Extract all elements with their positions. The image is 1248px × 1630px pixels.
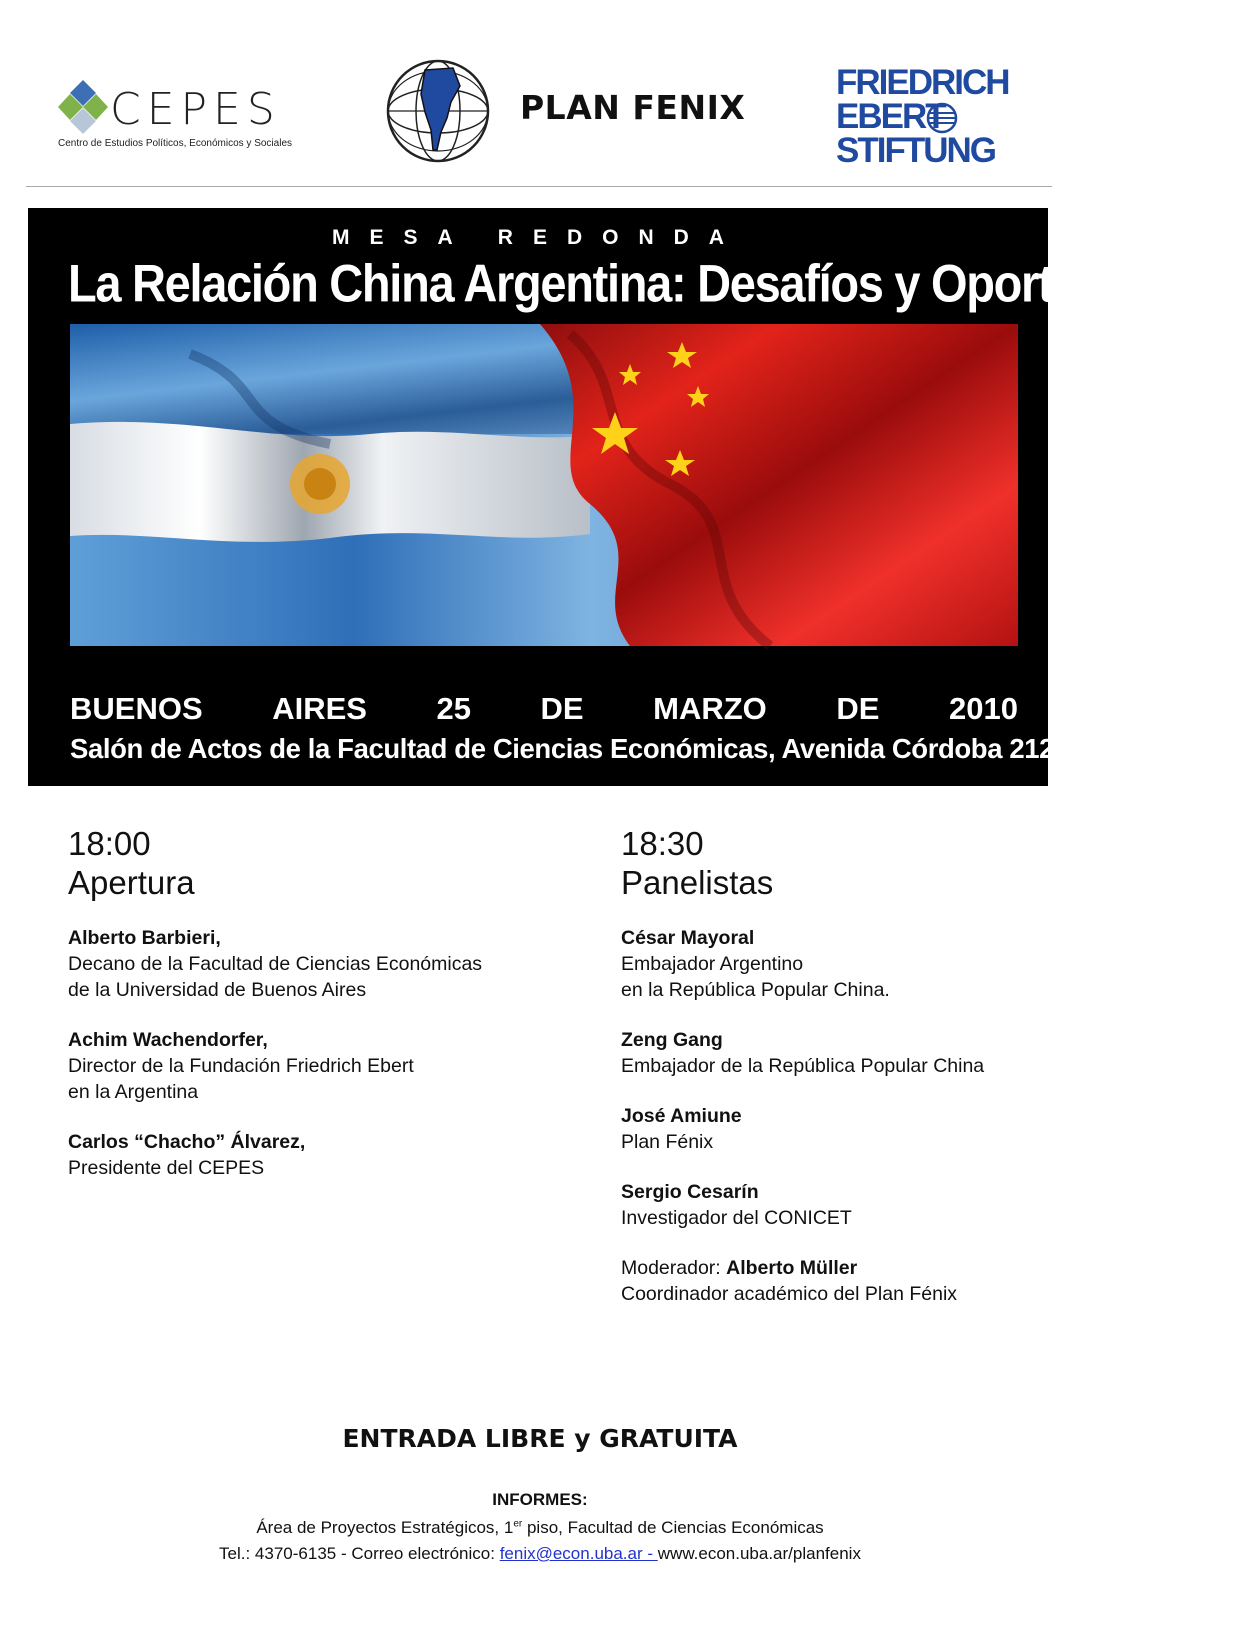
informes-contact	[0, 1544, 1080, 1564]
date-word: MARZO	[653, 691, 767, 726]
date-word: DE	[836, 691, 880, 726]
fes-globe-icon	[926, 102, 958, 134]
ordinal-superscript: er	[513, 1518, 523, 1530]
speaker-entry	[68, 1129, 528, 1181]
speaker-entry	[68, 1027, 528, 1105]
panelist-role: en la República Popular China.	[621, 979, 890, 1001]
email-link[interactable]: fenix@econ.uba.ar -	[499, 1544, 658, 1563]
fes-line-1: FRIEDRICH	[836, 63, 1009, 102]
moderator-role: Coordinador académico del Plan Fénix	[621, 1283, 958, 1305]
moderator-name: Alberto Müller	[726, 1257, 858, 1279]
speaker-name: Carlos “Chacho” Álvarez,	[68, 1131, 306, 1153]
address-part: piso, Facultad de Ciencias Económicas	[522, 1518, 824, 1537]
date-word: AIRES	[272, 691, 367, 726]
address-part: Área de Proyectos Estratégicos, 1	[256, 1518, 514, 1537]
moderator-line	[621, 1255, 1081, 1281]
program-apertura-column	[68, 825, 528, 1205]
panelist-role: Embajador de la República Popular China	[621, 1055, 985, 1077]
plan-fenix-wordmark: PLAN FENIX	[520, 88, 746, 127]
date-word: DE	[540, 691, 584, 726]
speaker-role: Presidente del CEPES	[68, 1157, 265, 1179]
panelist-name: Zeng Gang	[621, 1029, 723, 1051]
event-venue: Salón de Actos de la Facultad de Ciencias Económicas, Avenida Córdoba 2122	[70, 733, 1069, 764]
apertura-time: 18:00	[68, 825, 151, 862]
panelist-entry	[621, 1027, 1081, 1079]
cepes-diamond-icon	[58, 80, 108, 134]
friedrich-ebert-stiftung-logo	[836, 63, 1026, 176]
panelist-role: Investigador del CONICET	[621, 1207, 852, 1229]
event-date	[70, 691, 1018, 727]
panelistas-heading: Panelistas	[621, 864, 774, 901]
plan-fenix-globe-icon	[385, 58, 491, 164]
informes-address	[0, 1518, 1080, 1538]
informes-title: INFORMES:	[492, 1490, 588, 1509]
moderator-entry	[621, 1255, 1081, 1307]
website-text: www.econ.uba.ar/planfenix	[657, 1544, 861, 1563]
banner-title: La Relación China Argentina: Desafíos y Oportunidades	[68, 253, 1248, 313]
fes-line-2: EBERT	[836, 97, 945, 136]
banner-kicker: MESA REDONDA	[332, 226, 744, 249]
speaker-entry	[68, 925, 528, 1003]
argentina-china-flags-image	[70, 324, 1018, 646]
date-word: BUENOS	[70, 691, 203, 726]
moderator-label: Moderador:	[621, 1257, 721, 1279]
speaker-role: de la Universidad de Buenos Aires	[68, 979, 367, 1001]
speaker-role: en la Argentina	[68, 1081, 199, 1103]
speaker-name: Achim Wachendorfer,	[68, 1029, 268, 1051]
panelist-name: Sergio Cesarín	[621, 1181, 759, 1203]
panelist-role: Embajador Argentino	[621, 953, 804, 975]
date-word: 2010	[948, 691, 1018, 726]
cepes-logo	[58, 80, 308, 154]
panelist-entry	[621, 925, 1081, 1003]
apertura-heading: Apertura	[68, 864, 195, 901]
cepes-wordmark: CEPES	[110, 84, 281, 135]
panelist-name: César Mayoral	[621, 927, 755, 949]
speaker-name: Alberto Barbieri,	[68, 927, 221, 949]
panelist-entry	[621, 1103, 1081, 1155]
header-divider	[26, 186, 1052, 187]
fes-line-3: STIFTUNG	[836, 131, 995, 170]
event-banner	[28, 208, 1248, 786]
panelistas-time: 18:30	[621, 825, 704, 862]
free-entry-notice: ENTRADA LIBRE y GRATUITA	[342, 1424, 738, 1453]
cepes-subtitle: Centro de Estudios Políticos, Económicos y Sociales	[58, 138, 292, 149]
panelist-name: José Amiune	[621, 1105, 742, 1127]
program-panelistas-column	[621, 825, 1081, 1331]
panelist-role: Plan Fénix	[621, 1131, 714, 1153]
date-word: 25	[436, 691, 471, 726]
speaker-role: Director de la Fundación Friedrich Ebert	[68, 1055, 414, 1077]
contact-phone: Tel.: 4370-6135 - Correo electrónico:	[219, 1544, 500, 1563]
speaker-role: Decano de la Facultad de Ciencias Económicas	[68, 953, 483, 975]
panelist-entry	[621, 1179, 1081, 1231]
